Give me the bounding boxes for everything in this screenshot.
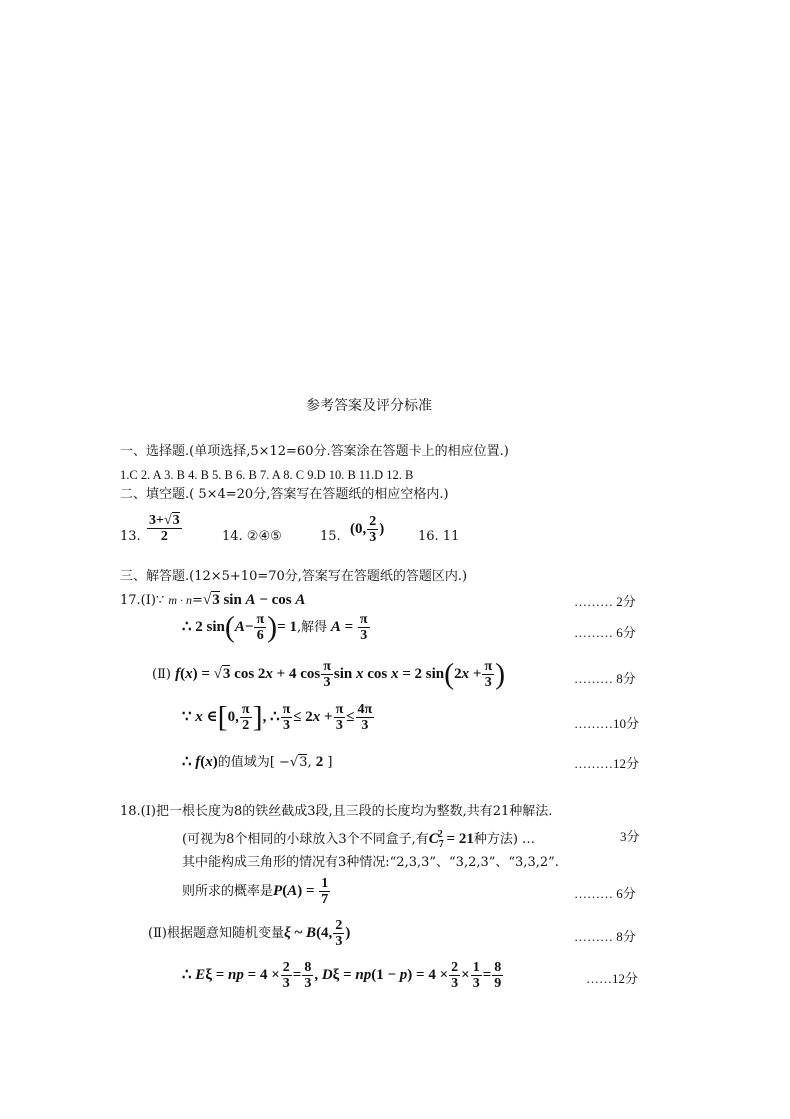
q15-label: 15. <box>320 529 341 544</box>
section-1-heading: 一、选择题.(单项选择,5×12=60分.答案涂在答题卡上的相应位置.) <box>120 444 509 459</box>
q17-line-1: 17.(Ⅰ)∵ m · n=√3 sin A − cos A <box>120 592 306 608</box>
q13-answer: $\frac{3+√3}{2}$ <box>149 513 180 544</box>
q18-line-6: ∴ Eξ = np = 4 × $\frac{2}{3}$ = $\frac{8}{3}$ , Dξ = np(1 − p) = 4 × $\frac{2}{3}$ × $\frac{1}{3}$ = $\frac{8}{9}$ <box>182 960 502 991</box>
q15-answer: (0, $\frac{2}{3}$ ) <box>350 514 385 545</box>
q17-line-2: ∴ 2 sin(A− $\frac{\pi}{6}$ )= 1,解得 A = $\frac{\pi}{3}$ <box>182 610 368 644</box>
section-2-heading: 二、填空题.( 5×4=20分,答案写在答题纸的相应空格内.) <box>120 487 449 502</box>
q17-score-3: ……… 8分 <box>574 671 636 686</box>
q14-answer: 14. ②④⑤ <box>222 529 282 544</box>
q18-line-1: 18.(Ⅰ)把一根长度为8的铁丝截成3段,且三段的长度均为整数,共有21种解法. <box>120 804 553 819</box>
q18-line-3: 其中能构成三角形的情况有3种情况:“2,3,3”、“3,2,3”、“3,3,2”. <box>182 855 559 870</box>
q17-line-5: ∴ f(x)的值域为[ −√3, 2 ] <box>182 754 333 770</box>
q18-line-2: (可视为8个相同的小球放入3个不同盒子,有$C_7^2 = 21$种方法) … <box>182 829 536 850</box>
section-3-heading: 三、解答题.(12×5+10=70分,答案写在答题纸的答题区内.) <box>120 569 468 584</box>
q16-answer: 16. 11 <box>418 529 460 544</box>
q18-line-5: (Ⅱ)根据题意知随机变量ξ ~ B(4, $\frac{2}{3}$ ) <box>148 918 351 949</box>
q18-score-4: ……… 6分 <box>574 886 636 901</box>
q18-score-5: ……… 8分 <box>574 929 636 944</box>
q18-line-4: 则所求的概率是P(A) = $\frac{1}{7}$ <box>182 876 329 907</box>
q17-score-2: ……… 6分 <box>574 625 636 640</box>
q13-label: 13. <box>120 529 141 544</box>
q18-score-6: ……12分 <box>586 971 639 986</box>
q17-line-4: ∵ x ∈[0, $\frac{\pi}{2}$ ], ∴ $\frac{\pi}{3}$ ≤ 2x + $\frac{\pi}{3}$ ≤ $\frac{4\pi}{3}$ <box>182 700 373 734</box>
q17-score-1: ……… 2分 <box>574 594 636 609</box>
q17-line-3: (Ⅱ) f(x) = √3 cos 2x + 4 cos $\frac{\pi}{3}$ sin x cos x = 2 sin(2x + $\frac{\pi}{3}$ ) <box>152 657 506 691</box>
q17-score-4: ………10分 <box>574 716 640 731</box>
choice-answers: 1.C 2. A 3. B 4. B 5. B 6. B 7. A 8. C 9.D 10. B 11.D 12. B <box>120 468 414 482</box>
q17-score-5: ………12分 <box>574 756 640 771</box>
q18-score-2: 3分 <box>620 829 640 844</box>
page-title: 参考答案及评分标准 <box>306 398 432 414</box>
